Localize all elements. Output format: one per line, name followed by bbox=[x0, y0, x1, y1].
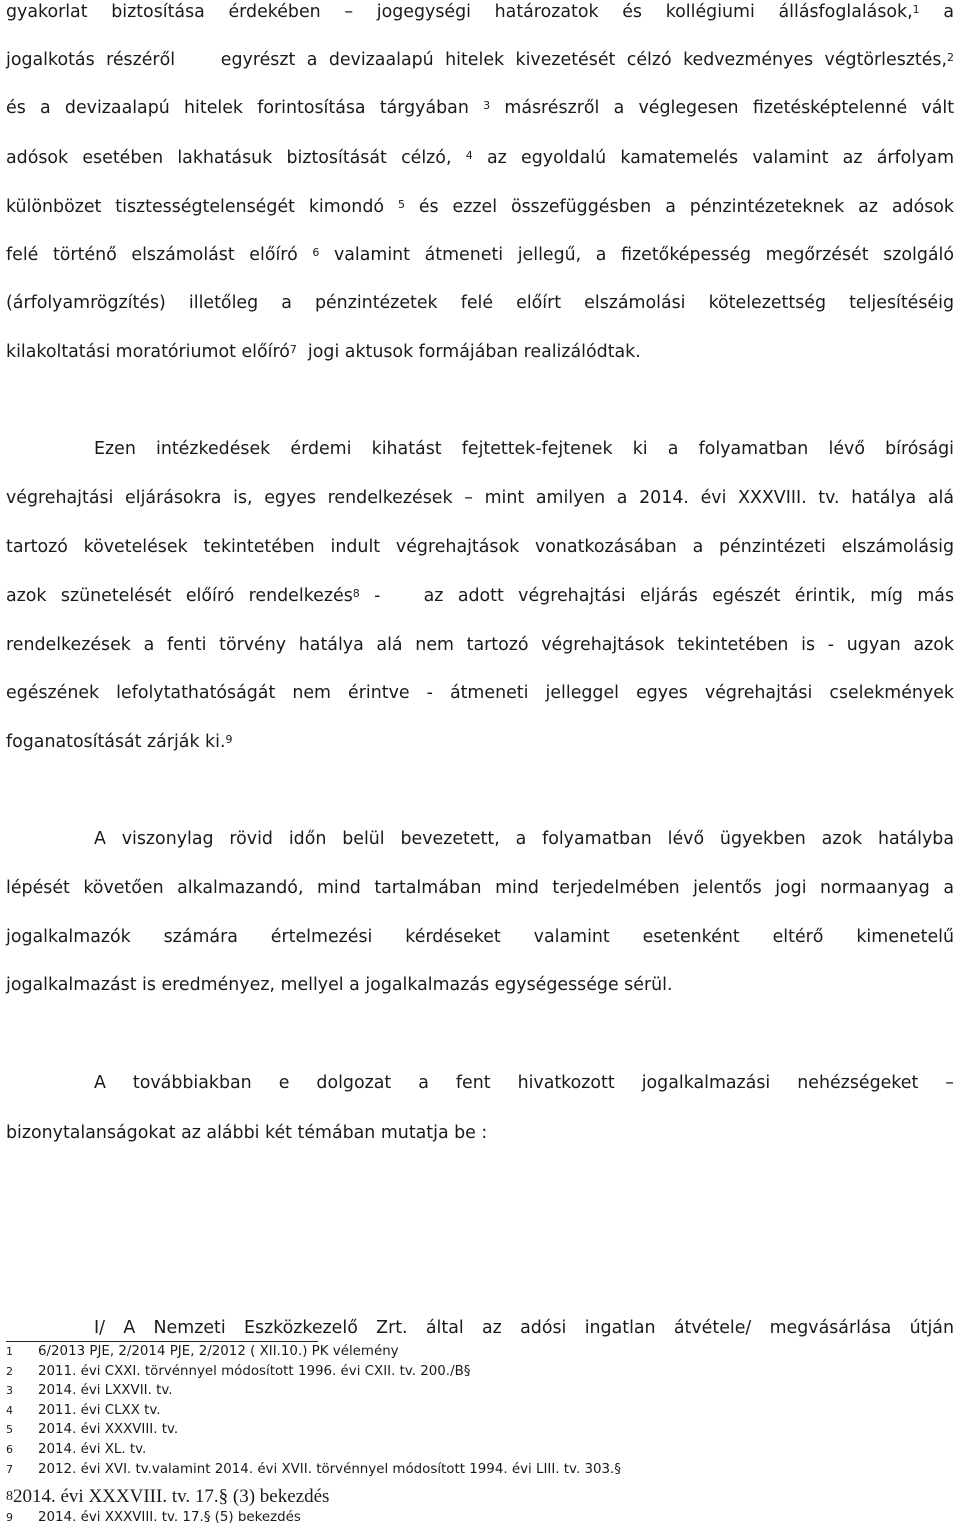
text-run: különbözet tisztességtelenségét kimondó bbox=[6, 197, 385, 217]
text-run: Ezen intézkedések érdemi kihatást fejtettek-fejtenek ki a folyamatban lévő bírósági bbox=[94, 439, 954, 459]
body-text-line bbox=[6, 196, 954, 218]
text-run: adósok esetében lakhatásuk biztosítását célzó, bbox=[6, 148, 452, 168]
footnote-number: 2 bbox=[6, 1365, 13, 1378]
text-run: bizonytalanságokat az alábbi két témában mutatja be : bbox=[6, 1123, 488, 1143]
footnote-text: 2014. évi XXXVIII. tv. 17.§ (3) bekezdés bbox=[13, 1486, 330, 1507]
text-run: azok szünetelését előíró rendelkezés bbox=[6, 586, 353, 606]
footnote-ref[interactable]: 3 bbox=[483, 99, 491, 112]
text-run: tartozó követelések tekintetében indult végrehajtások vonatkozásában a pénzintézeti elszámolásig bbox=[6, 537, 954, 557]
body-text-line bbox=[6, 341, 954, 363]
text-run: és a devizaalapú hitelek forintosítása tárgyában bbox=[6, 98, 469, 118]
footnote-text: 2014. évi XL. tv. bbox=[38, 1442, 147, 1457]
footnote-item bbox=[6, 1486, 329, 1508]
footnote-item bbox=[6, 1364, 470, 1380]
footnote-number: 4 bbox=[6, 1404, 13, 1417]
body-text-line bbox=[6, 1072, 954, 1094]
footnote-number: 1 bbox=[6, 1345, 13, 1358]
text-run: másrészről a véglegesen fizetésképtelenné vált bbox=[490, 98, 955, 118]
text-run: - az adott végrehajtási eljárás egészét érintik, míg más bbox=[359, 586, 954, 606]
text-run: (árfolyamrögzítés) illetőleg a pénzintézetek felé előírt elszámolási kötelezettség teljesítéséig bbox=[6, 293, 954, 313]
body-text-line bbox=[6, 634, 954, 656]
body-text-line bbox=[6, 49, 954, 71]
body-text-line bbox=[6, 487, 954, 509]
footnote-number: 6 bbox=[6, 1443, 13, 1456]
body-text-line bbox=[6, 877, 954, 899]
footnote-ref[interactable]: 7 bbox=[289, 343, 297, 356]
footnote-item bbox=[6, 1383, 173, 1399]
body-text-line bbox=[6, 292, 954, 314]
body-text-line bbox=[6, 147, 954, 169]
body-text-line bbox=[6, 536, 954, 558]
body-text-line bbox=[6, 926, 954, 948]
footnote-text: 2014. évi XXXVIII. tv. bbox=[38, 1422, 179, 1437]
footnote-item bbox=[6, 1442, 146, 1458]
footnote-item bbox=[6, 1462, 621, 1478]
footnote-number: 9 bbox=[6, 1511, 13, 1524]
section-heading bbox=[6, 1317, 954, 1339]
footnote-text: 2014. évi XXXVIII. tv. 17.§ (5) bekezdés bbox=[38, 1510, 301, 1525]
text-run: a bbox=[919, 2, 955, 22]
text-run: A viszonylag rövid időn belül bevezetett, a folyamatban lévő ügyekben azok hatályba bbox=[94, 829, 954, 849]
heading-text: I/ A Nemzeti Eszközkezelő Zrt. által az adósi ingatlan átvétele/ megvásárlása útján bbox=[94, 1318, 954, 1338]
text-run: egészének lefolytathatóságát nem érintve - átmeneti jelleggel egyes végrehajtási cselekmények bbox=[6, 683, 954, 703]
footnote-text: 2012. évi XVI. tv.valamint 2014. évi XVII. törvénnyel módosított 1994. évi LIII. tv. 303.§ bbox=[38, 1462, 621, 1477]
footnote-text: 6/2013 PJE, 2/2014 PJE, 2/2012 ( XII.10.) PK vélemény bbox=[38, 1344, 399, 1359]
footnote-text: 2011. évi CXXI. törvénnyel módosított 1996. évi CXII. tv. 200./B§ bbox=[38, 1364, 471, 1379]
text-run: végrehajtási eljárásokra is, egyes rendelkezések – mint amilyen a 2014. évi XXXVIII. tv. hatálya alá bbox=[6, 488, 954, 508]
body-text-line bbox=[6, 731, 954, 753]
body-text-line bbox=[6, 97, 954, 119]
footnote-ref[interactable]: 8 bbox=[352, 587, 360, 600]
footnote-item bbox=[6, 1510, 301, 1526]
footnote-number: 5 bbox=[6, 1423, 13, 1436]
text-run: jogalkotás részéről egyrészt a devizaalapú hitelek kivezetését célzó kedvezményes végtörlesztés, bbox=[6, 50, 947, 70]
footnote-text: 2011. évi CLXX tv. bbox=[38, 1403, 161, 1418]
footnote-number: 8 bbox=[6, 1489, 13, 1504]
body-text-line bbox=[6, 974, 954, 996]
body-text-line bbox=[6, 244, 954, 266]
text-run: A továbbiakban e dolgozat a fent hivatkozott jogalkalmazási nehézségeket – bbox=[94, 1073, 954, 1093]
text-run: jogalkalmazást is eredményez, mellyel a jogalkalmazás egységessége sérül. bbox=[6, 975, 673, 995]
body-text-line bbox=[6, 585, 954, 607]
text-run: és ezzel összefüggésben a pénzintézeteknek az adósok bbox=[404, 197, 954, 217]
body-text-line bbox=[6, 1, 954, 23]
text-run: gyakorlat biztosítása érdekében – jogegységi határozatok és kollégiumi állásfoglalások, bbox=[6, 2, 913, 22]
footnote-text: 2014. évi LXXVII. tv. bbox=[38, 1383, 173, 1398]
body-text-line bbox=[6, 682, 954, 704]
text-run: foganatosítását zárják ki. bbox=[6, 732, 226, 752]
footnote-item bbox=[6, 1422, 178, 1438]
footnote-ref[interactable]: 2 bbox=[947, 51, 954, 64]
body-text-line bbox=[6, 438, 954, 460]
footnote-ref[interactable]: 1 bbox=[912, 3, 920, 16]
footnote-ref[interactable]: 9 bbox=[225, 733, 233, 746]
text-run: az egyoldalú kamatemelés valamint az árfolyam bbox=[472, 148, 955, 168]
footnote-ref[interactable]: 5 bbox=[397, 198, 405, 211]
text-run: kilakoltatási moratóriumot előíró bbox=[6, 342, 290, 362]
text-run: valamint átmeneti jellegű, a fizetőképesség megőrzését szolgáló bbox=[319, 245, 954, 265]
footnote-number: 3 bbox=[6, 1384, 13, 1397]
text-run: jogalkalmazók számára értelmezési kérdéseket valamint esetenként eltérő kimenetelű bbox=[6, 927, 954, 947]
text-run: jogi aktusok formájában realizálódtak. bbox=[296, 342, 641, 362]
footnote-ref[interactable]: 4 bbox=[465, 149, 473, 162]
text-run: rendelkezések a fenti törvény hatálya alá nem tartozó végrehajtások tekintetében is - ugyan azok bbox=[6, 635, 954, 655]
text-run: felé történő elszámolást előíró bbox=[6, 245, 298, 265]
footnote-item bbox=[6, 1403, 161, 1419]
footnote-separator bbox=[6, 1341, 318, 1342]
footnote-number: 7 bbox=[6, 1463, 13, 1476]
body-text-line bbox=[6, 828, 954, 850]
body-text-line bbox=[6, 1122, 954, 1144]
footnote-item bbox=[6, 1344, 399, 1360]
footnote-ref[interactable]: 6 bbox=[312, 246, 320, 259]
text-run: lépését követően alkalmazandó, mind tartalmában mind terjedelmében jelentős jogi normaanyag a bbox=[6, 878, 954, 898]
